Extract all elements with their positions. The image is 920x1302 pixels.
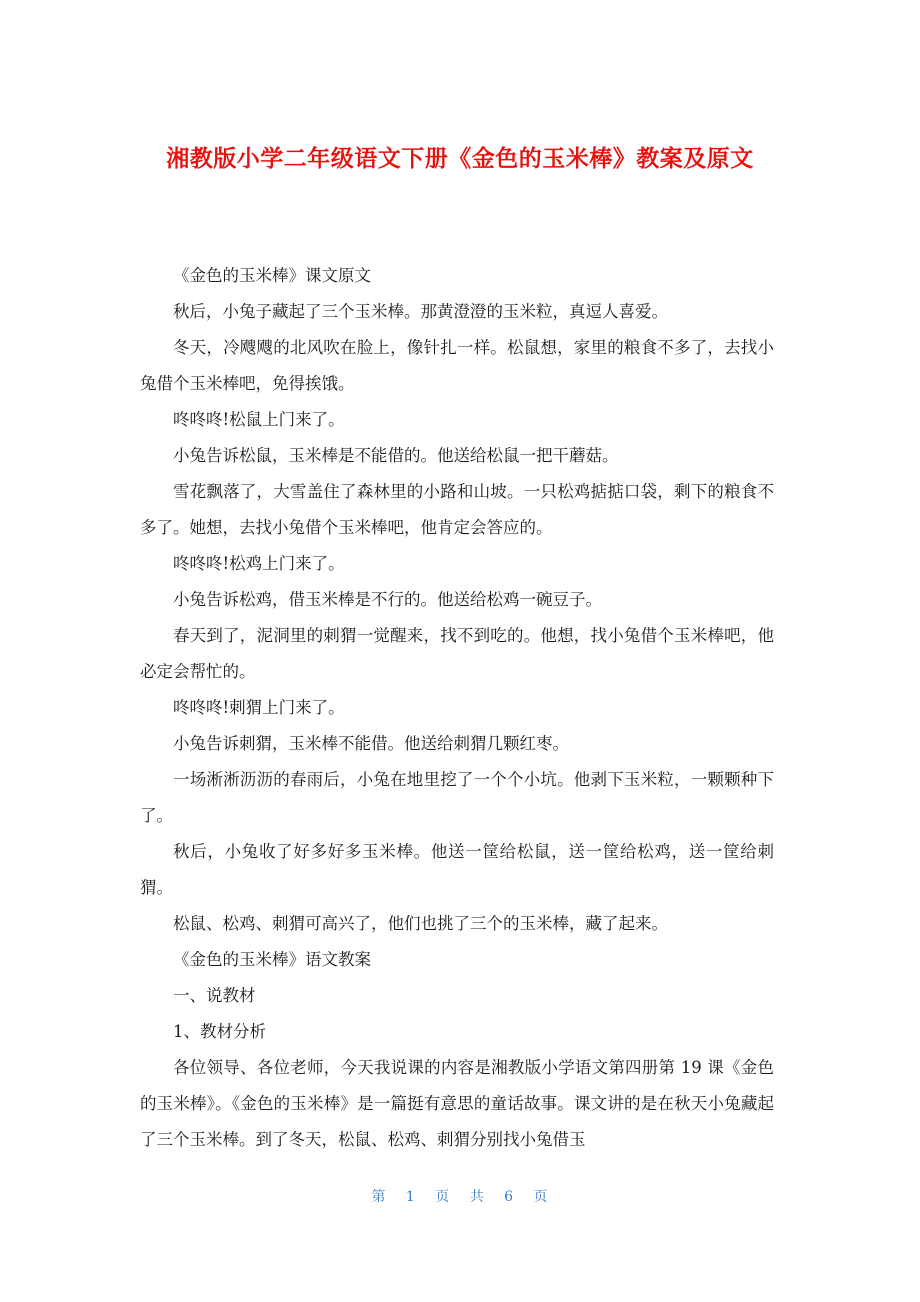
document-title: 湘教版小学二年级语文下册《金色的玉米棒》教案及原文 bbox=[166, 146, 754, 172]
paragraph: 各位领导、各位老师，今天我说课的内容是湘教版小学语文第四册第 19 课《金色的玉米棒》。《金色的玉米棒》是一篇挺有意思的童话故事。课文讲的是在秋天小兔藏起了三个玉米棒。到了冬天，松鼠、松鸡、刺猬分别找小兔借玉 bbox=[140, 1058, 774, 1149]
document-body bbox=[140, 258, 774, 1158]
paragraph: 冬天，冷飕飕的北风吹在脸上，像针扎一样。松鼠想，家里的粮食不多了，去找小兔借个玉米棒吧，免得挨饿。 bbox=[140, 338, 774, 393]
paragraph: 秋后，小兔收了好多好多玉米棒。他送一筐给松鼠，送一筐给松鸡，送一筐给刺猬。 bbox=[140, 842, 774, 897]
paragraph: 小兔告诉松鼠，玉米棒是不能借的。他送给松鼠一把干蘑菇。 bbox=[173, 446, 619, 465]
paragraph: 《金色的玉米棒》语文教案 bbox=[173, 950, 371, 969]
page-footer: 第 1 页 共 6 页 bbox=[371, 1189, 549, 1205]
paragraph: 春天到了，泥洞里的刺猬一觉醒来，找不到吃的。他想，找小兔借个玉米棒吧，他必定会帮忙的。 bbox=[140, 626, 774, 681]
paragraph: 1、教材分析 bbox=[173, 1022, 266, 1041]
paragraph: 一场淅淅沥沥的春雨后，小兔在地里挖了一个个小坑。他剥下玉米粒，一颗颗种下了。 bbox=[140, 770, 774, 825]
paragraph: 咚咚咚!刺猬上门来了。 bbox=[173, 698, 345, 717]
paragraph: 咚咚咚!松鼠上门来了。 bbox=[173, 410, 345, 429]
paragraph: 小兔告诉刺猬，玉米棒不能借。他送给刺猬几颗红枣。 bbox=[173, 734, 569, 753]
paragraph: 《金色的玉米棒》课文原文 bbox=[173, 266, 371, 285]
paragraph: 一、说教材 bbox=[173, 986, 256, 1005]
paragraph: 雪花飘落了，大雪盖住了森林里的小路和山坡。一只松鸡掂掂口袋，剩下的粮食不多了。她想，去找小兔借个玉米棒吧，他肯定会答应的。 bbox=[140, 482, 774, 537]
paragraph: 咚咚咚!松鸡上门来了。 bbox=[173, 554, 345, 573]
paragraph: 小兔告诉松鸡，借玉米棒是不行的。他送给松鸡一碗豆子。 bbox=[173, 590, 602, 609]
paragraph: 松鼠、松鸡、刺猬可高兴了，他们也挑了三个的玉米棒，藏了起来。 bbox=[173, 914, 668, 933]
paragraph: 秋后，小兔子藏起了三个玉米棒。那黄澄澄的玉米粒，真逗人喜爱。 bbox=[173, 302, 668, 321]
